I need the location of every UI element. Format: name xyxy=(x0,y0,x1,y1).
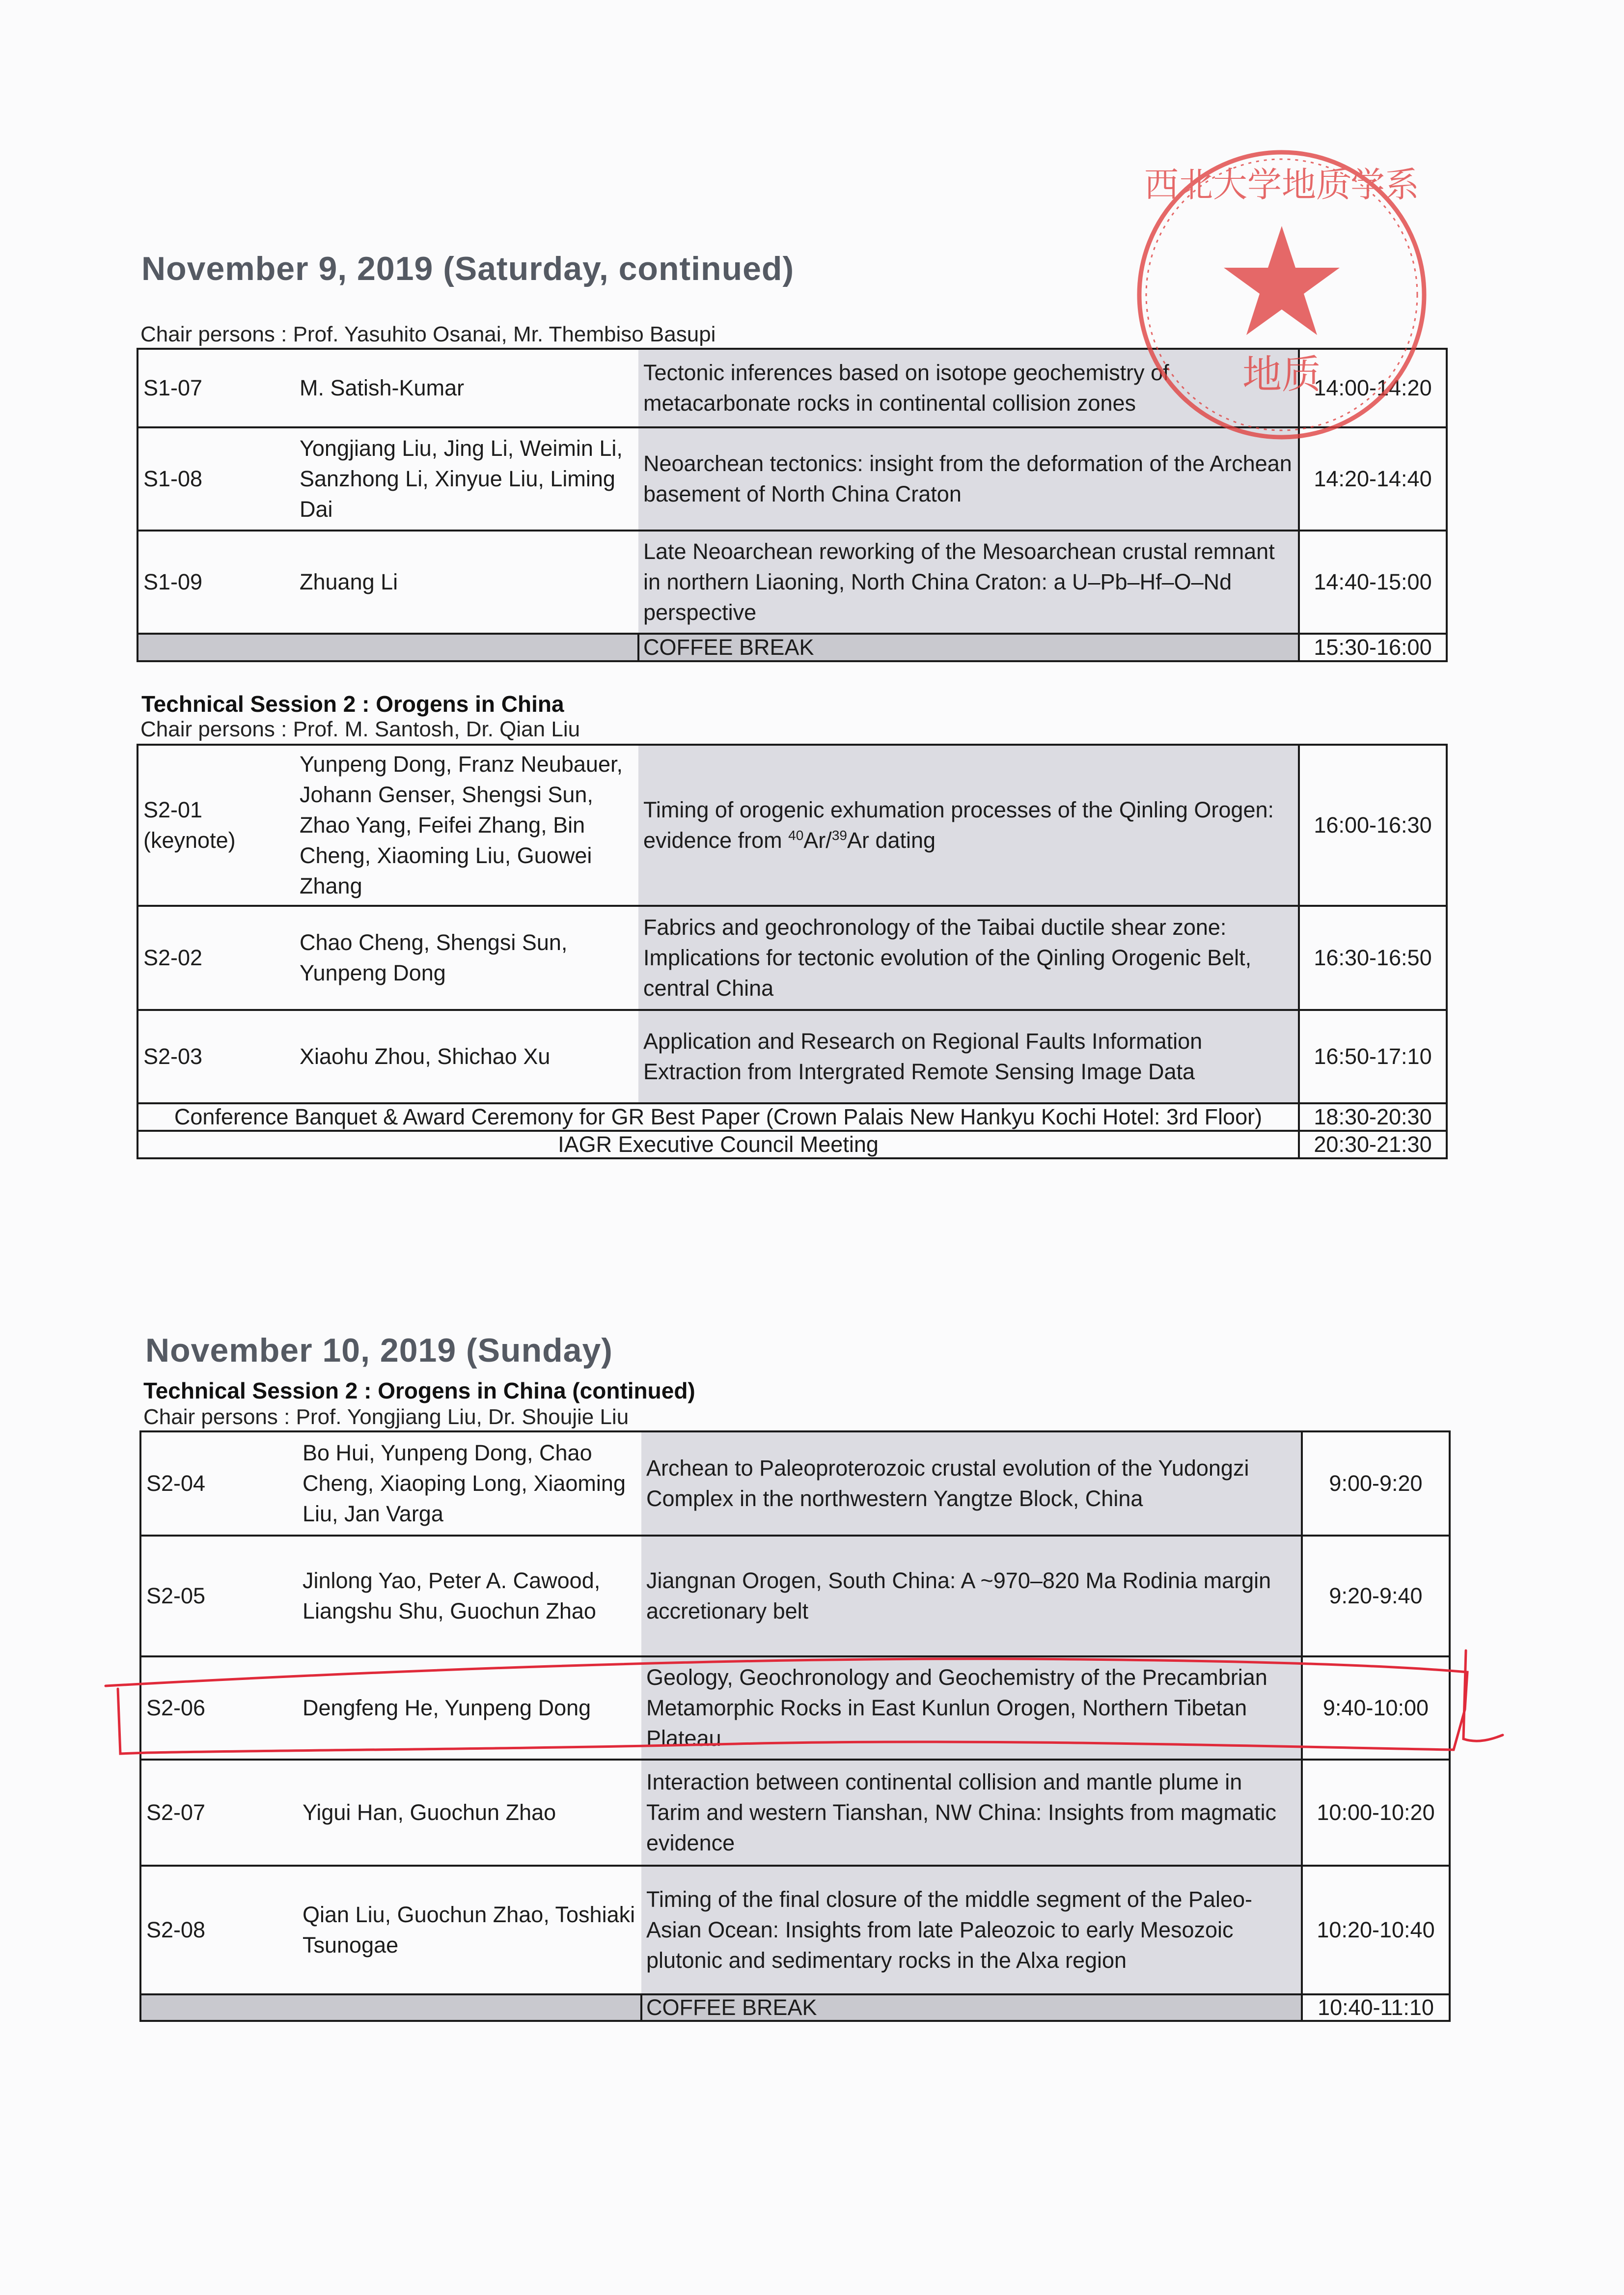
talk-authors: Qian Liu, Guochun Zhao, Toshiaki Tsunogae xyxy=(298,1866,641,1994)
table-row xyxy=(140,1866,1450,1994)
talk-title: Fabrics and geochronology of the Taibai ductile shear zone: Implications for tectonic evolution of the Qinling Orogenic Belt, central China xyxy=(638,906,1299,1010)
stamp-ring-text: 西北大学地质学系 xyxy=(1144,165,1419,205)
day2-chair-persons: Chair persons : Prof. Yongjiang Liu, Dr. Shoujie Liu xyxy=(143,1405,629,1429)
talk-time: 14:20-14:40 xyxy=(1299,427,1447,531)
coffee-break-row xyxy=(138,634,1447,661)
stamp-star-icon xyxy=(1224,226,1340,335)
talk-title: Late Neoarchean reworking of the Mesoarchean crustal remnant in northern Liaoning, North China Craton: a U–Pb–Hf–O–Nd perspective xyxy=(638,531,1299,634)
talk-id: S2-07 xyxy=(140,1760,298,1866)
talk-title: Application and Research on Regional Faults Information Extraction from Intergrated Remote Sensing Image Data xyxy=(638,1010,1299,1103)
break-label: COFFEE BREAK xyxy=(638,634,1299,661)
day2-session-heading: Technical Session 2 : Orogens in China (continued) xyxy=(143,1378,695,1403)
talk-time: 10:00-10:20 xyxy=(1302,1760,1450,1866)
talk-title: Jiangnan Orogen, South China: A ~970–820 Ma Rodinia margin accretionary belt xyxy=(641,1536,1302,1656)
session2-heading: Technical Session 2 : Orogens in China xyxy=(141,691,564,717)
talk-id: S1-09 xyxy=(138,531,295,634)
stamp-center-text: 地质 xyxy=(1242,352,1321,397)
talk-id-number: S2-01 xyxy=(143,797,203,822)
talk-time: 9:40-10:00 xyxy=(1302,1656,1450,1760)
talk-authors: Yunpeng Dong, Franz Neubauer, Johann Genser, Shengsi Sun, Zhao Yang, Feifei Zhang, Bin Cheng, Xiaoming Liu, Guowei Zhang xyxy=(295,745,638,906)
talk-time: 16:50-17:10 xyxy=(1299,1010,1447,1103)
keynote-label: (keynote) xyxy=(143,828,236,853)
session2-chair-persons: Chair persons : Prof. M. Santosh, Dr. Qian Liu xyxy=(140,717,580,741)
table-row xyxy=(138,745,1447,906)
red-seal-stamp xyxy=(1129,142,1434,447)
break-time: 15:30-16:00 xyxy=(1299,634,1447,661)
talk-authors: Bo Hui, Yunpeng Dong, Chao Cheng, Xiaoping Long, Xiaoming Liu, Jan Varga xyxy=(298,1431,641,1536)
day2-heading: November 10, 2019 (Sunday) xyxy=(145,1332,613,1369)
talk-title: Timing of orogenic exhumation processes of the Qinling Orogen: evidence from $^{40}$Ar/$^{39}$Ar dating xyxy=(638,745,1299,906)
talk-authors: Jinlong Yao, Peter A. Cawood, Liangshu Shu, Guochun Zhao xyxy=(298,1536,641,1656)
break-label: COFFEE BREAK xyxy=(641,1994,1302,2021)
talk-title: Geology, Geochronology and Geochemistry of the Precambrian Metamorphic Rocks in East Kunlun Orogen, Northern Tibetan Plateau xyxy=(641,1656,1302,1760)
event-time: 18:30-20:30 xyxy=(1299,1103,1447,1131)
talk-time: 14:00-14:20 xyxy=(1299,349,1447,427)
event-label: Conference Banquet & Award Ceremony for GR Best Paper (Crown Palais New Hankyu Kochi Hotel: 3rd Floor) xyxy=(138,1103,1299,1131)
talk-title: Timing of the final closure of the middle segment of the Paleo-Asian Ocean: Insights from late Paleozoic to early Mesozoic plutonic and sedimentary rocks in the Alxa region xyxy=(641,1866,1302,1994)
talk-authors: Chao Cheng, Shengsi Sun, Yunpeng Dong xyxy=(295,906,638,1010)
table-row xyxy=(138,906,1447,1010)
talk-time: 9:00-9:20 xyxy=(1302,1431,1450,1536)
talk-id: S2-02 xyxy=(138,906,295,1010)
event-label: IAGR Executive Council Meeting xyxy=(138,1131,1299,1158)
talk-time: 16:30-16:50 xyxy=(1299,906,1447,1010)
talk-id: S2-06 xyxy=(140,1656,298,1760)
talk-title: Tectonic inferences based on isotope geochemistry of metacarbonate rocks in continental collision zones xyxy=(638,349,1299,427)
table-row xyxy=(140,1431,1450,1536)
talk-authors: Yongjiang Liu, Jing Li, Weimin Li, Sanzhong Li, Xinyue Liu, Liming Dai xyxy=(295,427,638,531)
talk-time: 10:20-10:40 xyxy=(1302,1866,1450,1994)
table-row xyxy=(138,531,1447,634)
event-time: 20:30-21:30 xyxy=(1299,1131,1447,1158)
talk-time: 16:00-16:30 xyxy=(1299,745,1447,906)
event-row xyxy=(138,1131,1447,1158)
talk-authors: Dengfeng He, Yunpeng Dong xyxy=(298,1656,641,1760)
day1-chair-persons: Chair persons : Prof. Yasuhito Osanai, Mr. Thembiso Basupi xyxy=(140,322,716,346)
talk-authors: M. Satish-Kumar xyxy=(295,349,638,427)
coffee-break-row xyxy=(140,1994,1450,2021)
talk-id: S2-05 xyxy=(140,1536,298,1656)
talk-title: Interaction between continental collision and mantle plume in Tarim and western Tianshan, NW China: Insights from magmatic evidence xyxy=(641,1760,1302,1866)
table-row xyxy=(138,1010,1447,1103)
talk-time: 9:20-9:40 xyxy=(1302,1536,1450,1656)
talk-id: S1-08 xyxy=(138,427,295,531)
session2-schedule-table xyxy=(137,744,1448,1159)
talk-authors: Xiaohu Zhou, Shichao Xu xyxy=(295,1010,638,1103)
talk-time: 14:40-15:00 xyxy=(1299,531,1447,634)
talk-title: Archean to Paleoproterozoic crustal evolution of the Yudongzi Complex in the northwestern Yangtze Block, China xyxy=(641,1431,1302,1536)
talk-authors: Zhuang Li xyxy=(295,531,638,634)
talk-authors: Yigui Han, Guochun Zhao xyxy=(298,1760,641,1866)
talk-id: S2-08 xyxy=(140,1866,298,1994)
break-time: 10:40-11:10 xyxy=(1302,1994,1450,2021)
event-row xyxy=(138,1103,1447,1131)
talk-id xyxy=(138,745,295,906)
talk-id: S2-04 xyxy=(140,1431,298,1536)
talk-id: S1-07 xyxy=(138,349,295,427)
hand-drawn-highlight xyxy=(0,1621,1624,1867)
talk-title: Neoarchean tectonics: insight from the deformation of the Archean basement of North China Craton xyxy=(638,427,1299,531)
talk-id: S2-03 xyxy=(138,1010,295,1103)
day1-heading: November 9, 2019 (Saturday, continued) xyxy=(141,250,795,287)
